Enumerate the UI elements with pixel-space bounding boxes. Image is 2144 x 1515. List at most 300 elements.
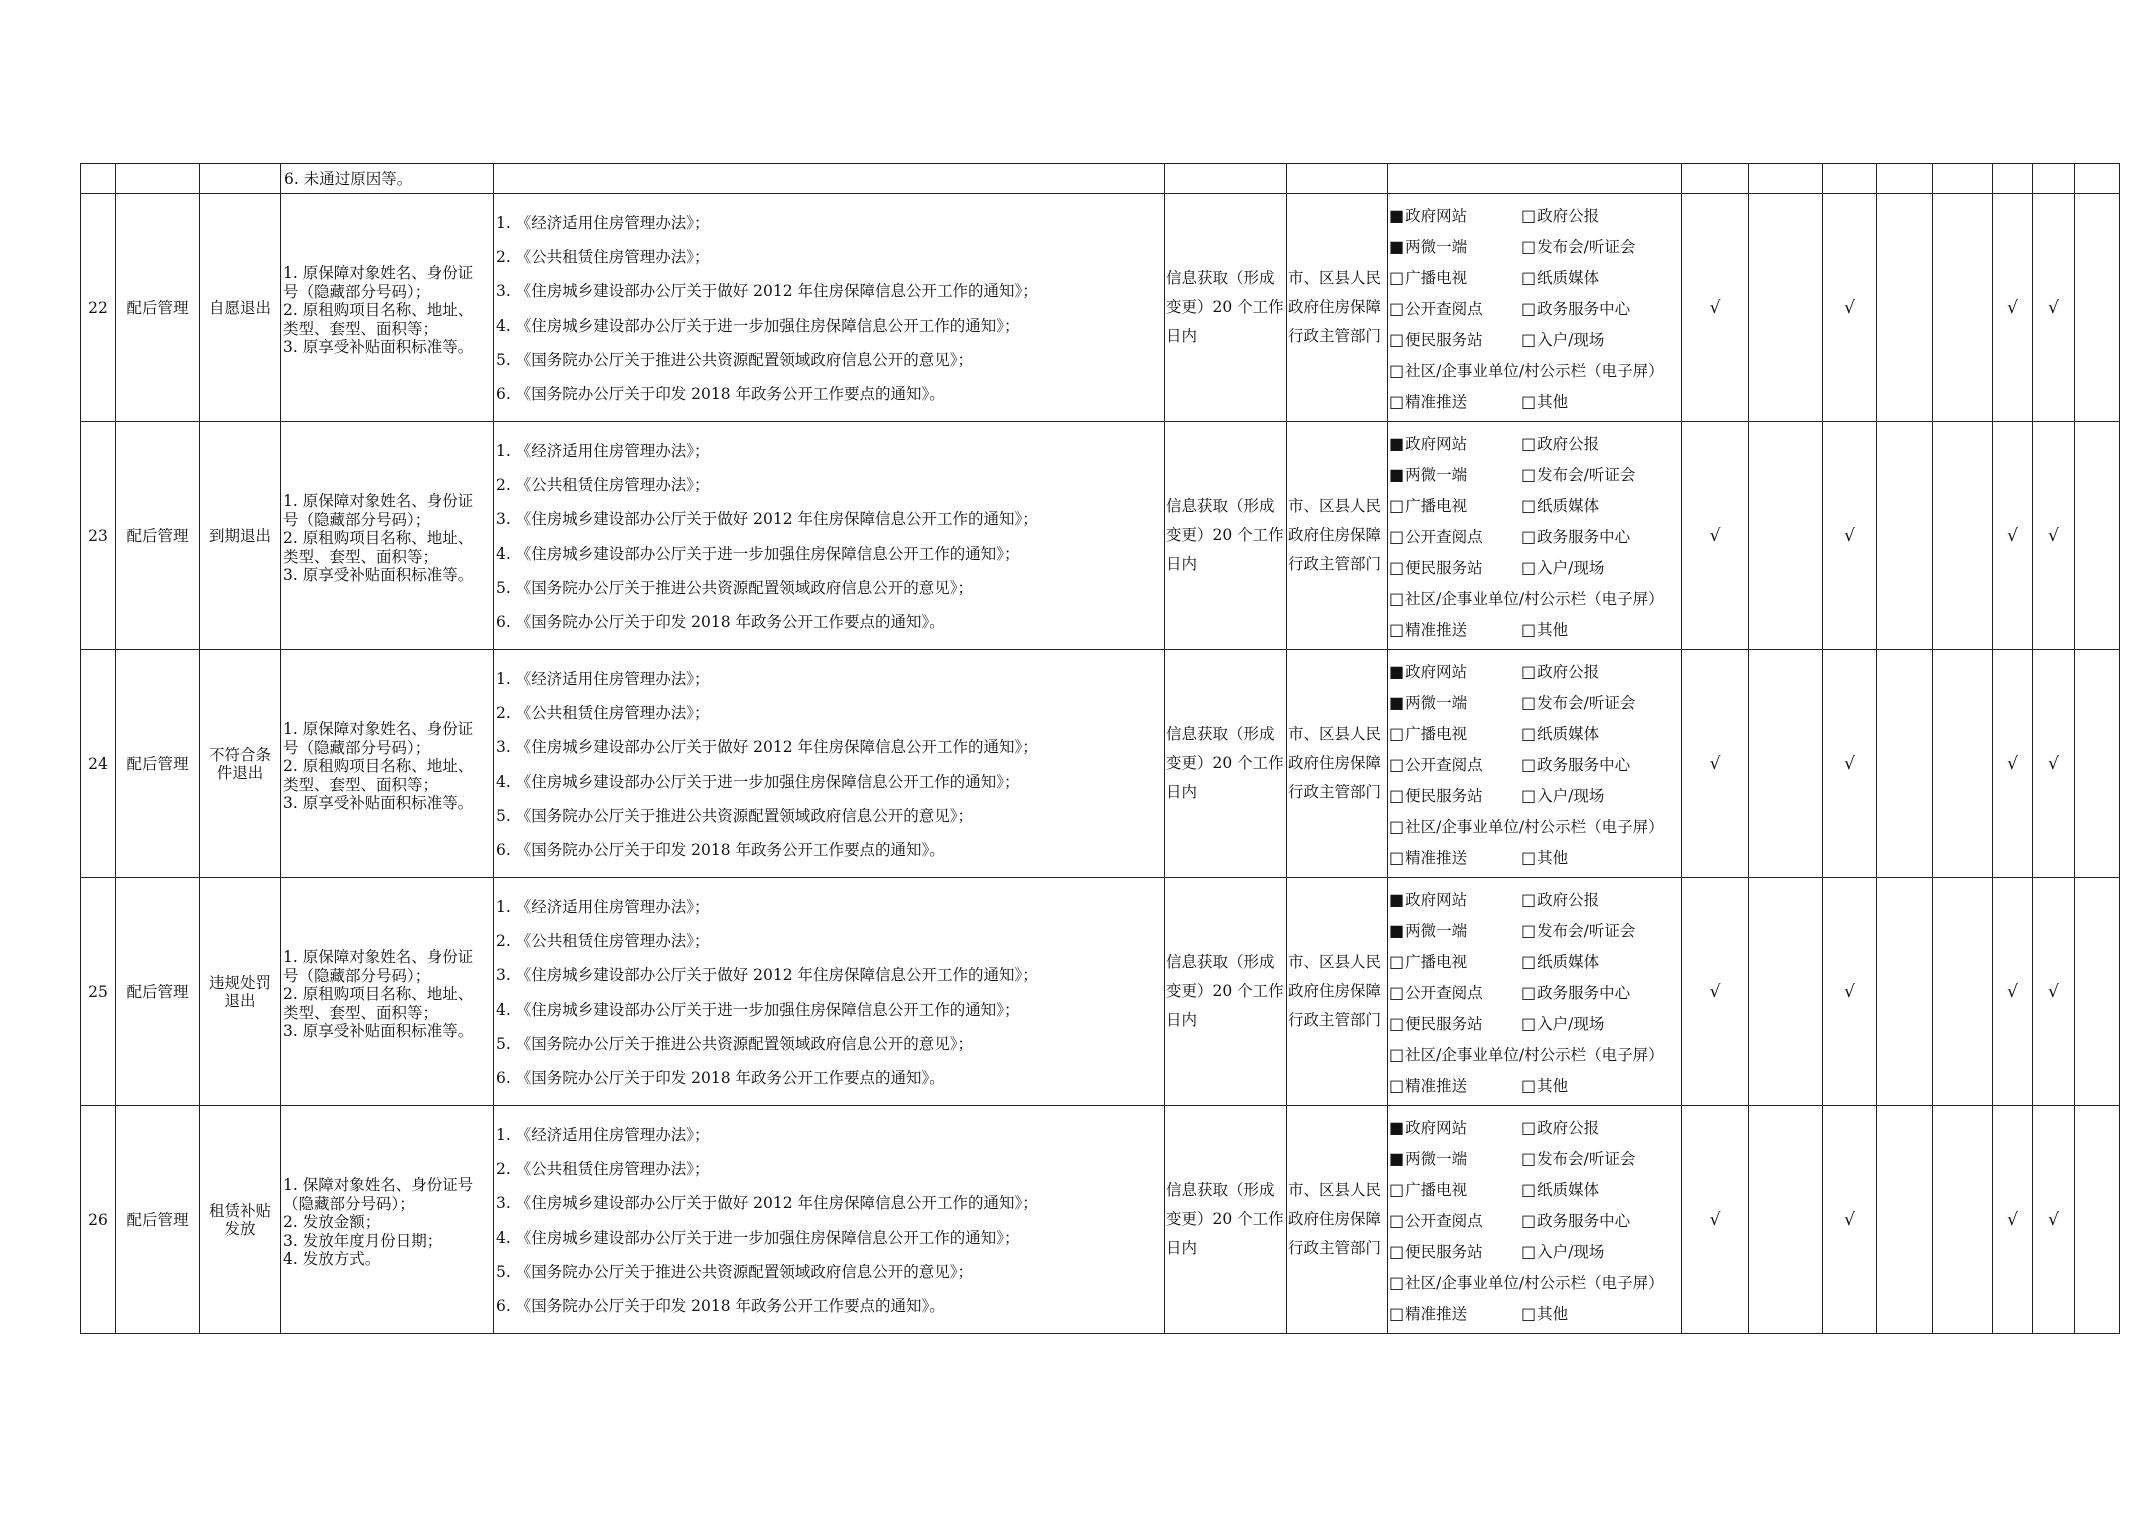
unchecked-box-icon: □ bbox=[1389, 1179, 1405, 1199]
unchecked-box-icon: □ bbox=[1521, 1117, 1537, 1137]
channel-option bbox=[1389, 784, 1521, 806]
channel-label: 便民服务站 bbox=[1405, 786, 1483, 805]
item-name: 租赁补贴发放 bbox=[208, 1201, 271, 1238]
legal-basis-cell bbox=[494, 1106, 1165, 1334]
unchecked-box-icon: □ bbox=[1521, 1075, 1537, 1095]
channel-option bbox=[1521, 722, 1671, 744]
unchecked-box-icon: □ bbox=[1521, 847, 1537, 867]
time-limit bbox=[1165, 720, 1286, 807]
subject-cell bbox=[1287, 1106, 1388, 1334]
time-limit-line: 变更）20 个工作 bbox=[1166, 1210, 1284, 1228]
channel-option bbox=[1389, 1043, 1671, 1065]
channel-label: 政务服务中心 bbox=[1537, 527, 1631, 546]
content-line: 3. 原享受补贴面积标准等。 bbox=[283, 338, 474, 357]
unchecked-box-icon: □ bbox=[1389, 619, 1405, 639]
time-limit-cell bbox=[1165, 422, 1287, 650]
legal-basis-list bbox=[494, 201, 1164, 414]
unchecked-box-icon: □ bbox=[1389, 847, 1405, 867]
channel-label: 公开查阅点 bbox=[1405, 755, 1483, 774]
check-cell bbox=[1877, 878, 1933, 1106]
unchecked-box-icon: □ bbox=[1389, 557, 1405, 577]
channel-label: 便民服务站 bbox=[1405, 330, 1483, 349]
content-line: 类型、套型、面积等； bbox=[283, 547, 439, 566]
unchecked-box-icon: □ bbox=[1389, 1075, 1405, 1095]
subject-line: 市、区县人民 bbox=[1288, 497, 1382, 515]
check-cell bbox=[2033, 878, 2075, 1106]
checked-box-icon: ■ bbox=[1389, 1117, 1405, 1137]
channel-option bbox=[1521, 1012, 1671, 1034]
checkmark-icon: √ bbox=[2007, 525, 2018, 546]
time-limit bbox=[1165, 264, 1286, 351]
content-list bbox=[281, 492, 493, 585]
legal-basis-item: 5. 《国务院办公厅关于推进公共资源配置领域政府信息公开的意见》； bbox=[496, 1034, 973, 1053]
check-cell bbox=[2033, 650, 2075, 878]
legal-basis-item: 4. 《住房城乡建设部办公厅关于进一步加强住房保障信息公开工作的通知》； bbox=[496, 1000, 1020, 1019]
row-number-cell bbox=[81, 422, 116, 650]
subject-line: 政府住房保障 bbox=[1288, 982, 1382, 1000]
channel-option bbox=[1521, 463, 1671, 485]
channel-option bbox=[1389, 1240, 1521, 1262]
check-cell bbox=[2033, 422, 2075, 650]
category: 配后管理 bbox=[126, 526, 189, 545]
channel-label: 政府公报 bbox=[1537, 662, 1600, 681]
content-line: 3. 原享受补贴面积标准等。 bbox=[283, 794, 474, 813]
content-cell bbox=[281, 194, 494, 422]
channel-label: 其他 bbox=[1537, 620, 1569, 639]
row-number-cell bbox=[81, 194, 116, 422]
row-number: 22 bbox=[88, 298, 108, 317]
channel-list bbox=[1388, 199, 1681, 416]
unchecked-box-icon: □ bbox=[1389, 1013, 1405, 1033]
subject-line: 市、区县人民 bbox=[1288, 269, 1382, 287]
content-list bbox=[281, 948, 493, 1041]
content-line: 类型、套型、面积等； bbox=[283, 1003, 439, 1022]
channel-label: 发布会/听证会 bbox=[1537, 237, 1636, 256]
channel-label: 入户/现场 bbox=[1537, 558, 1605, 577]
subject-line: 行政主管部门 bbox=[1288, 327, 1382, 345]
unchecked-box-icon: □ bbox=[1521, 1210, 1537, 1230]
checkmark-icon: √ bbox=[2048, 297, 2059, 318]
content-line: 2. 原租购项目名称、地址、 bbox=[283, 529, 474, 548]
channel-label: 纸质媒体 bbox=[1537, 724, 1600, 743]
unchecked-box-icon: □ bbox=[1521, 661, 1537, 681]
legal-basis-cell bbox=[494, 650, 1165, 878]
content-line: 2. 原租购项目名称、地址、 bbox=[283, 985, 474, 1004]
check-cell bbox=[2075, 650, 2120, 878]
channel-list bbox=[1388, 883, 1681, 1100]
legal-basis-item: 1. 《经济适用住房管理办法》； bbox=[496, 1126, 710, 1145]
legal-basis-item: 6. 《国务院办公厅关于印发 2018 年政务公开工作要点的通知》。 bbox=[496, 1068, 945, 1087]
channels-cell bbox=[1388, 650, 1682, 878]
check-cell bbox=[1749, 878, 1823, 1106]
channel-label: 精准推送 bbox=[1405, 848, 1468, 867]
content-line: 1. 原保障对象姓名、身份证 bbox=[283, 720, 474, 739]
subject-line: 行政主管部门 bbox=[1288, 1011, 1382, 1029]
legal-basis-item: 1. 《经济适用住房管理办法》； bbox=[496, 898, 710, 917]
checked-box-icon: ■ bbox=[1389, 205, 1405, 225]
legal-basis-item: 5. 《国务院办公厅关于推进公共资源配置领域政府信息公开的意见》； bbox=[496, 806, 973, 825]
check-cell bbox=[1933, 194, 1993, 422]
channel-label: 社区/企事业单位/村公示栏（电子屏） bbox=[1405, 817, 1664, 836]
unchecked-box-icon: □ bbox=[1389, 360, 1405, 380]
checkmark-icon: √ bbox=[1709, 525, 1721, 546]
category: 配后管理 bbox=[126, 1210, 189, 1229]
check-cell bbox=[2075, 1106, 2120, 1334]
channel-label: 精准推送 bbox=[1405, 1304, 1468, 1323]
channel-label: 两微一端 bbox=[1405, 465, 1468, 484]
item-cell bbox=[200, 194, 281, 422]
channel-label: 便民服务站 bbox=[1405, 1242, 1483, 1261]
legal-basis-list bbox=[494, 657, 1164, 870]
channel-label: 其他 bbox=[1537, 848, 1569, 867]
continuation-row bbox=[81, 164, 2120, 194]
legal-basis-item: 5. 《国务院办公厅关于推进公共资源配置领域政府信息公开的意见》； bbox=[496, 1262, 973, 1281]
channels-cell bbox=[1388, 194, 1682, 422]
unchecked-box-icon: □ bbox=[1521, 1241, 1537, 1261]
checked-box-icon: ■ bbox=[1389, 1148, 1405, 1168]
checkmark-icon: √ bbox=[1709, 753, 1721, 774]
check-cell bbox=[1823, 878, 1877, 1106]
item-name: 到期退出 bbox=[208, 526, 271, 545]
legal-basis-cell bbox=[494, 194, 1165, 422]
channel-label: 广播电视 bbox=[1405, 268, 1468, 287]
check-cell bbox=[1933, 1106, 1993, 1334]
content-list bbox=[281, 1176, 493, 1269]
time-limit-line: 日内 bbox=[1166, 327, 1198, 345]
unchecked-box-icon: □ bbox=[1521, 920, 1537, 940]
time-limit-cell bbox=[1165, 650, 1287, 878]
item-cell bbox=[200, 878, 281, 1106]
legal-basis-item: 6. 《国务院办公厅关于印发 2018 年政务公开工作要点的通知》。 bbox=[496, 612, 945, 631]
channel-label: 入户/现场 bbox=[1537, 1242, 1605, 1261]
channel-option bbox=[1389, 390, 1521, 412]
legal-basis-list bbox=[494, 885, 1164, 1098]
channel-label: 广播电视 bbox=[1405, 952, 1468, 971]
subject-cell bbox=[1287, 422, 1388, 650]
content-line: 1. 原保障对象姓名、身份证 bbox=[283, 492, 474, 511]
time-limit-line: 信息获取（形成 bbox=[1166, 725, 1275, 743]
channel-option bbox=[1389, 235, 1521, 257]
channel-option bbox=[1521, 1074, 1671, 1096]
content-cell bbox=[281, 1106, 494, 1334]
disclosure-subject bbox=[1287, 492, 1387, 579]
channel-option bbox=[1521, 235, 1671, 257]
channel-option bbox=[1389, 815, 1671, 837]
checkmark-icon: √ bbox=[2007, 981, 2018, 1002]
channel-label: 其他 bbox=[1537, 392, 1569, 411]
channel-label: 入户/现场 bbox=[1537, 786, 1605, 805]
content-cell bbox=[281, 650, 494, 878]
content-line: 3. 原享受补贴面积标准等。 bbox=[283, 1022, 474, 1041]
channel-option bbox=[1389, 1116, 1521, 1138]
unchecked-box-icon: □ bbox=[1389, 298, 1405, 318]
channel-label: 政府网站 bbox=[1405, 1118, 1468, 1137]
checkmark-icon: √ bbox=[2048, 525, 2059, 546]
checkmark-icon: √ bbox=[2007, 297, 2018, 318]
unchecked-box-icon: □ bbox=[1521, 785, 1537, 805]
channel-label: 政府网站 bbox=[1405, 434, 1468, 453]
checked-box-icon: ■ bbox=[1389, 661, 1405, 681]
disclosure-subject bbox=[1287, 948, 1387, 1035]
channel-label: 精准推送 bbox=[1405, 392, 1468, 411]
unchecked-box-icon: □ bbox=[1389, 1210, 1405, 1230]
disclosure-subject bbox=[1287, 264, 1387, 351]
channel-label: 两微一端 bbox=[1405, 693, 1468, 712]
channel-label: 便民服务站 bbox=[1405, 1014, 1483, 1033]
channel-option bbox=[1521, 981, 1671, 1003]
table-row bbox=[81, 878, 2120, 1106]
check-cell bbox=[1682, 650, 1749, 878]
channel-option bbox=[1389, 722, 1521, 744]
channel-label: 两微一端 bbox=[1405, 921, 1468, 940]
row-number: 26 bbox=[88, 1210, 108, 1229]
channel-option bbox=[1389, 919, 1521, 941]
checked-box-icon: ■ bbox=[1389, 692, 1405, 712]
legal-basis-item: 4. 《住房城乡建设部办公厅关于进一步加强住房保障信息公开工作的通知》； bbox=[496, 544, 1020, 563]
category-cell bbox=[116, 650, 200, 878]
disclosure-table bbox=[80, 163, 2120, 1334]
checked-box-icon: ■ bbox=[1389, 920, 1405, 940]
unchecked-box-icon: □ bbox=[1389, 495, 1405, 515]
category-cell bbox=[116, 422, 200, 650]
subject-line: 政府住房保障 bbox=[1288, 298, 1382, 316]
channel-label: 广播电视 bbox=[1405, 1180, 1468, 1199]
channel-label: 社区/企事业单位/村公示栏（电子屏） bbox=[1405, 1273, 1664, 1292]
subject-line: 市、区县人民 bbox=[1288, 1181, 1382, 1199]
content-line: 1. 保障对象姓名、身份证号 bbox=[283, 1176, 474, 1195]
legal-basis-cell bbox=[494, 422, 1165, 650]
channels-cell bbox=[1388, 1106, 1682, 1334]
channel-label: 入户/现场 bbox=[1537, 330, 1605, 349]
time-limit-line: 日内 bbox=[1166, 1239, 1198, 1257]
check-cell bbox=[2075, 422, 2120, 650]
channel-label: 入户/现场 bbox=[1537, 1014, 1605, 1033]
time-limit-line: 信息获取（形成 bbox=[1166, 497, 1275, 515]
legal-basis-list bbox=[494, 1113, 1164, 1326]
channel-label: 广播电视 bbox=[1405, 724, 1468, 743]
unchecked-box-icon: □ bbox=[1389, 391, 1405, 411]
check-cell bbox=[1682, 422, 1749, 650]
channel-option bbox=[1389, 525, 1521, 547]
checkmark-icon: √ bbox=[2048, 981, 2059, 1002]
channel-label: 政府网站 bbox=[1405, 890, 1468, 909]
check-cell bbox=[1993, 650, 2033, 878]
unchecked-box-icon: □ bbox=[1521, 692, 1537, 712]
legal-basis-item: 2. 《公共租赁住房管理办法》； bbox=[496, 704, 710, 723]
unchecked-box-icon: □ bbox=[1389, 329, 1405, 349]
channel-option bbox=[1521, 1147, 1671, 1169]
unchecked-box-icon: □ bbox=[1389, 785, 1405, 805]
channel-label: 广播电视 bbox=[1405, 496, 1468, 515]
time-limit-line: 信息获取（形成 bbox=[1166, 1181, 1275, 1199]
legal-basis-item: 2. 《公共租赁住房管理办法》； bbox=[496, 476, 710, 495]
check-cell bbox=[1823, 194, 1877, 422]
check-cell bbox=[1749, 422, 1823, 650]
checked-box-icon: ■ bbox=[1389, 433, 1405, 453]
channel-label: 便民服务站 bbox=[1405, 558, 1483, 577]
channel-label: 精准推送 bbox=[1405, 1076, 1468, 1095]
check-cell bbox=[1933, 878, 1993, 1106]
channel-option bbox=[1521, 266, 1671, 288]
checkmark-icon: √ bbox=[1844, 297, 1855, 318]
check-cell bbox=[1823, 650, 1877, 878]
unchecked-box-icon: □ bbox=[1389, 1044, 1405, 1064]
check-cell bbox=[2033, 1106, 2075, 1334]
time-limit bbox=[1165, 492, 1286, 579]
channel-label: 纸质媒体 bbox=[1537, 496, 1600, 515]
subject-line: 行政主管部门 bbox=[1288, 1239, 1382, 1257]
time-limit-line: 日内 bbox=[1166, 1011, 1198, 1029]
time-limit-line: 日内 bbox=[1166, 783, 1198, 801]
item-cell bbox=[200, 650, 281, 878]
channel-option bbox=[1521, 618, 1671, 640]
channel-option bbox=[1389, 1012, 1521, 1034]
check-cell bbox=[1682, 194, 1749, 422]
unchecked-box-icon: □ bbox=[1521, 526, 1537, 546]
channel-option bbox=[1389, 463, 1521, 485]
item-cell bbox=[200, 422, 281, 650]
unchecked-box-icon: □ bbox=[1521, 1303, 1537, 1323]
subject-cell bbox=[1287, 194, 1388, 422]
channel-option bbox=[1521, 1302, 1671, 1324]
unchecked-box-icon: □ bbox=[1521, 619, 1537, 639]
checkmark-icon: √ bbox=[1709, 981, 1721, 1002]
channel-label: 社区/企事业单位/村公示栏（电子屏） bbox=[1405, 361, 1664, 380]
checkmark-icon: √ bbox=[1844, 1209, 1855, 1230]
checkmark-icon: √ bbox=[2007, 753, 2018, 774]
unchecked-box-icon: □ bbox=[1521, 298, 1537, 318]
table-row bbox=[81, 422, 2120, 650]
row-number: 23 bbox=[88, 526, 108, 545]
channel-option bbox=[1521, 753, 1671, 775]
channel-option bbox=[1389, 1074, 1521, 1096]
channel-label: 政务服务中心 bbox=[1537, 755, 1631, 774]
channel-label: 政务服务中心 bbox=[1537, 983, 1631, 1002]
unchecked-box-icon: □ bbox=[1521, 982, 1537, 1002]
legal-basis-item: 2. 《公共租赁住房管理办法》； bbox=[496, 932, 710, 951]
unchecked-box-icon: □ bbox=[1521, 1179, 1537, 1199]
channel-option bbox=[1521, 660, 1671, 682]
channel-option bbox=[1521, 204, 1671, 226]
check-cell bbox=[2075, 194, 2120, 422]
channel-option bbox=[1389, 846, 1521, 868]
time-limit-line: 变更）20 个工作 bbox=[1166, 298, 1284, 316]
subject-line: 行政主管部门 bbox=[1288, 555, 1382, 573]
time-limit-line: 变更）20 个工作 bbox=[1166, 982, 1284, 1000]
channel-label: 政府公报 bbox=[1537, 890, 1600, 909]
checkmark-icon: √ bbox=[2007, 1209, 2018, 1230]
content-cell bbox=[281, 878, 494, 1106]
unchecked-box-icon: □ bbox=[1389, 1272, 1405, 1292]
channel-option bbox=[1389, 1302, 1521, 1324]
channel-option bbox=[1521, 556, 1671, 578]
check-cell bbox=[1877, 194, 1933, 422]
row-number-cell bbox=[81, 878, 116, 1106]
row-number: 25 bbox=[88, 982, 108, 1001]
channel-label: 政务服务中心 bbox=[1537, 1211, 1631, 1230]
channel-option bbox=[1521, 494, 1671, 516]
content-line: 3. 原享受补贴面积标准等。 bbox=[283, 566, 474, 585]
continuation-content: 6. 未通过原因等。 bbox=[284, 169, 413, 188]
checkmark-icon: √ bbox=[1709, 1209, 1721, 1230]
content-line: 类型、套型、面积等； bbox=[283, 775, 439, 794]
channel-option bbox=[1389, 1271, 1671, 1293]
category-cell bbox=[116, 878, 200, 1106]
table-row bbox=[81, 194, 2120, 422]
channel-label: 社区/企事业单位/村公示栏（电子屏） bbox=[1405, 1045, 1664, 1064]
channel-label: 纸质媒体 bbox=[1537, 268, 1600, 287]
content-line: 1. 原保障对象姓名、身份证 bbox=[283, 948, 474, 967]
check-cell bbox=[2075, 878, 2120, 1106]
legal-basis-item: 6. 《国务院办公厅关于印发 2018 年政务公开工作要点的通知》。 bbox=[496, 1296, 945, 1315]
channel-option bbox=[1521, 1240, 1671, 1262]
item-name: 违规处罚退出 bbox=[208, 973, 271, 1010]
channel-option bbox=[1521, 846, 1671, 868]
channels-cell bbox=[1388, 422, 1682, 650]
channel-option bbox=[1521, 1209, 1671, 1231]
time-limit bbox=[1165, 948, 1286, 1035]
channel-option bbox=[1521, 1116, 1671, 1138]
category-cell bbox=[116, 1106, 200, 1334]
legal-basis-item: 4. 《住房城乡建设部办公厅关于进一步加强住房保障信息公开工作的通知》； bbox=[496, 316, 1020, 335]
checkmark-icon: √ bbox=[1844, 525, 1855, 546]
content-line: 号（隐藏部分号码）； bbox=[283, 738, 431, 757]
channel-label: 公开查阅点 bbox=[1405, 527, 1483, 546]
check-cell bbox=[1749, 1106, 1823, 1334]
channel-option bbox=[1389, 1209, 1521, 1231]
unchecked-box-icon: □ bbox=[1521, 495, 1537, 515]
subject-cell bbox=[1287, 878, 1388, 1106]
unchecked-box-icon: □ bbox=[1389, 754, 1405, 774]
channel-label: 政府公报 bbox=[1537, 206, 1600, 225]
checked-box-icon: ■ bbox=[1389, 889, 1405, 909]
unchecked-box-icon: □ bbox=[1521, 267, 1537, 287]
check-cell bbox=[1993, 422, 2033, 650]
channel-option bbox=[1521, 525, 1671, 547]
channel-option bbox=[1521, 297, 1671, 319]
unchecked-box-icon: □ bbox=[1389, 1241, 1405, 1261]
channel-label: 发布会/听证会 bbox=[1537, 693, 1636, 712]
channel-option bbox=[1521, 432, 1671, 454]
channel-option bbox=[1389, 432, 1521, 454]
item-cell bbox=[200, 1106, 281, 1334]
content-list bbox=[281, 720, 493, 813]
channel-option bbox=[1389, 266, 1521, 288]
time-limit-cell bbox=[1165, 878, 1287, 1106]
channel-label: 政府网站 bbox=[1405, 206, 1468, 225]
content-line: 号（隐藏部分号码）； bbox=[283, 966, 431, 985]
content-line: 4. 发放方式。 bbox=[283, 1250, 381, 1269]
legal-basis-item: 6. 《国务院办公厅关于印发 2018 年政务公开工作要点的通知》。 bbox=[496, 840, 945, 859]
channel-label: 政府网站 bbox=[1405, 662, 1468, 681]
unchecked-box-icon: □ bbox=[1521, 464, 1537, 484]
unchecked-box-icon: □ bbox=[1521, 433, 1537, 453]
legal-basis-item: 2. 《公共租赁住房管理办法》； bbox=[496, 248, 710, 267]
category: 配后管理 bbox=[126, 982, 189, 1001]
legal-basis-item: 1. 《经济适用住房管理办法》； bbox=[496, 670, 710, 689]
check-cell bbox=[1823, 1106, 1877, 1334]
disclosure-subject bbox=[1287, 1176, 1387, 1263]
subject-line: 政府住房保障 bbox=[1288, 526, 1382, 544]
check-cell bbox=[1933, 422, 1993, 650]
legal-basis-item: 3. 《住房城乡建设部办公厅关于做好 2012 年住房保障信息公开工作的通知》； bbox=[496, 1194, 1038, 1213]
content-cell bbox=[281, 422, 494, 650]
unchecked-box-icon: □ bbox=[1521, 754, 1537, 774]
channel-option bbox=[1389, 1147, 1521, 1169]
channel-option bbox=[1389, 494, 1521, 516]
check-cell bbox=[1933, 650, 1993, 878]
unchecked-box-icon: □ bbox=[1521, 557, 1537, 577]
